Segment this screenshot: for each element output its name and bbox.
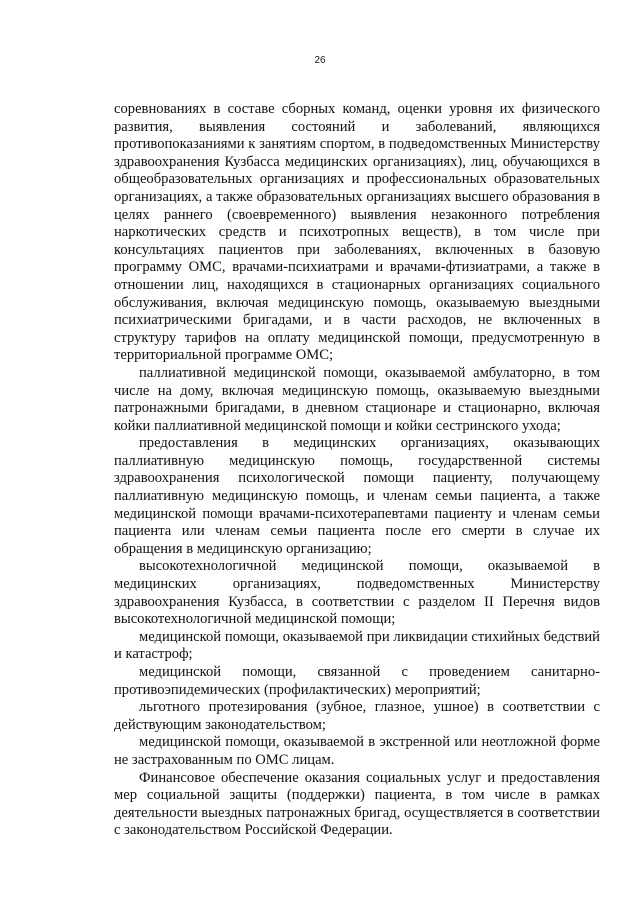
paragraph: предоставления в медицинских организациях, оказывающих паллиативную медицинскую помощь, государственной системы здравоохранения психологической помощи пациенту, получающему паллиативную медицинскую помощь, и членам семьи пациента, а также медицинской помощи врачами-психотерапевтами пациенту и членам семьи пациента или членам семьи пациента после его смерти в случае их обращения в медицинскую организацию;	[114, 435, 600, 557]
page-number: 26	[314, 55, 326, 66]
paragraph: медицинской помощи, оказываемой при ликвидации стихийных бедствий и катастроф;	[114, 628, 600, 663]
paragraph: паллиативной медицинской помощи, оказываемой амбулаторно, в том числе на дому, включая медицинскую помощь, оказываемую выездными патронажными бригадами, в дневном стационаре и стационарно, включая койки паллиативной медицинской помощи и койки сестринского ухода;	[114, 364, 600, 434]
paragraph: медицинской помощи, оказываемой в экстренной или неотложной форме не застрахованным по ОМС лицам.	[114, 734, 600, 768]
paragraph: высокотехнологичной медицинской помощи, оказываемой в медицинских организациях, подведомственных Министерству здравоохранения Кузбасса, в соответствии с разделом II Перечня видов высокотехнологичной медицинской помощи;	[114, 558, 600, 628]
paragraph: льготного протезирования (зубное, глазное, ушное) в соответствии с действующим законодательством;	[114, 699, 600, 733]
document-body	[114, 101, 600, 840]
paragraph: соревнованиях в составе сборных команд, оценки уровня их физического развития, выявления состояний и заболеваний, являющихся противопоказаниями к занятиям спортом, в подведомственных Министерству здравоохранения Кузбасса медицинских организациях), лиц, обучающихся в общеобразовательных организациях и профессиональных образовательных организациях, а также образовательных организациях высшего образования в целях раннего (своевременного) выявления незаконного потребления наркотических средств и психотропных веществ), в том числе при консультациях пациентов при заболеваниях, включенных в базовую программу ОМС, врачами-психиатрами и врачами-фтизиатрами, а также в отношении лиц, находящихся в стационарных организациях социального обслуживания, включая медицинскую помощь, оказываемую выездными психиатрическими бригадами, и в части расходов, не включенных в структуру тарифов на оплату медицинской помощи, предусмотренную в территориальной программе ОМС;	[114, 101, 600, 364]
paragraph: медицинской помощи, связанной с проведением санитарно-противоэпидемических (профилактических) мероприятий;	[114, 664, 600, 698]
paragraph: Финансовое обеспечение оказания социальных услуг и предоставления мер социальной защиты (поддержки) пациента, в том числе в рамках деятельности выездных патронажных бригад, осуществляется в соответствии с законодательством Российской Федерации.	[114, 769, 600, 839]
